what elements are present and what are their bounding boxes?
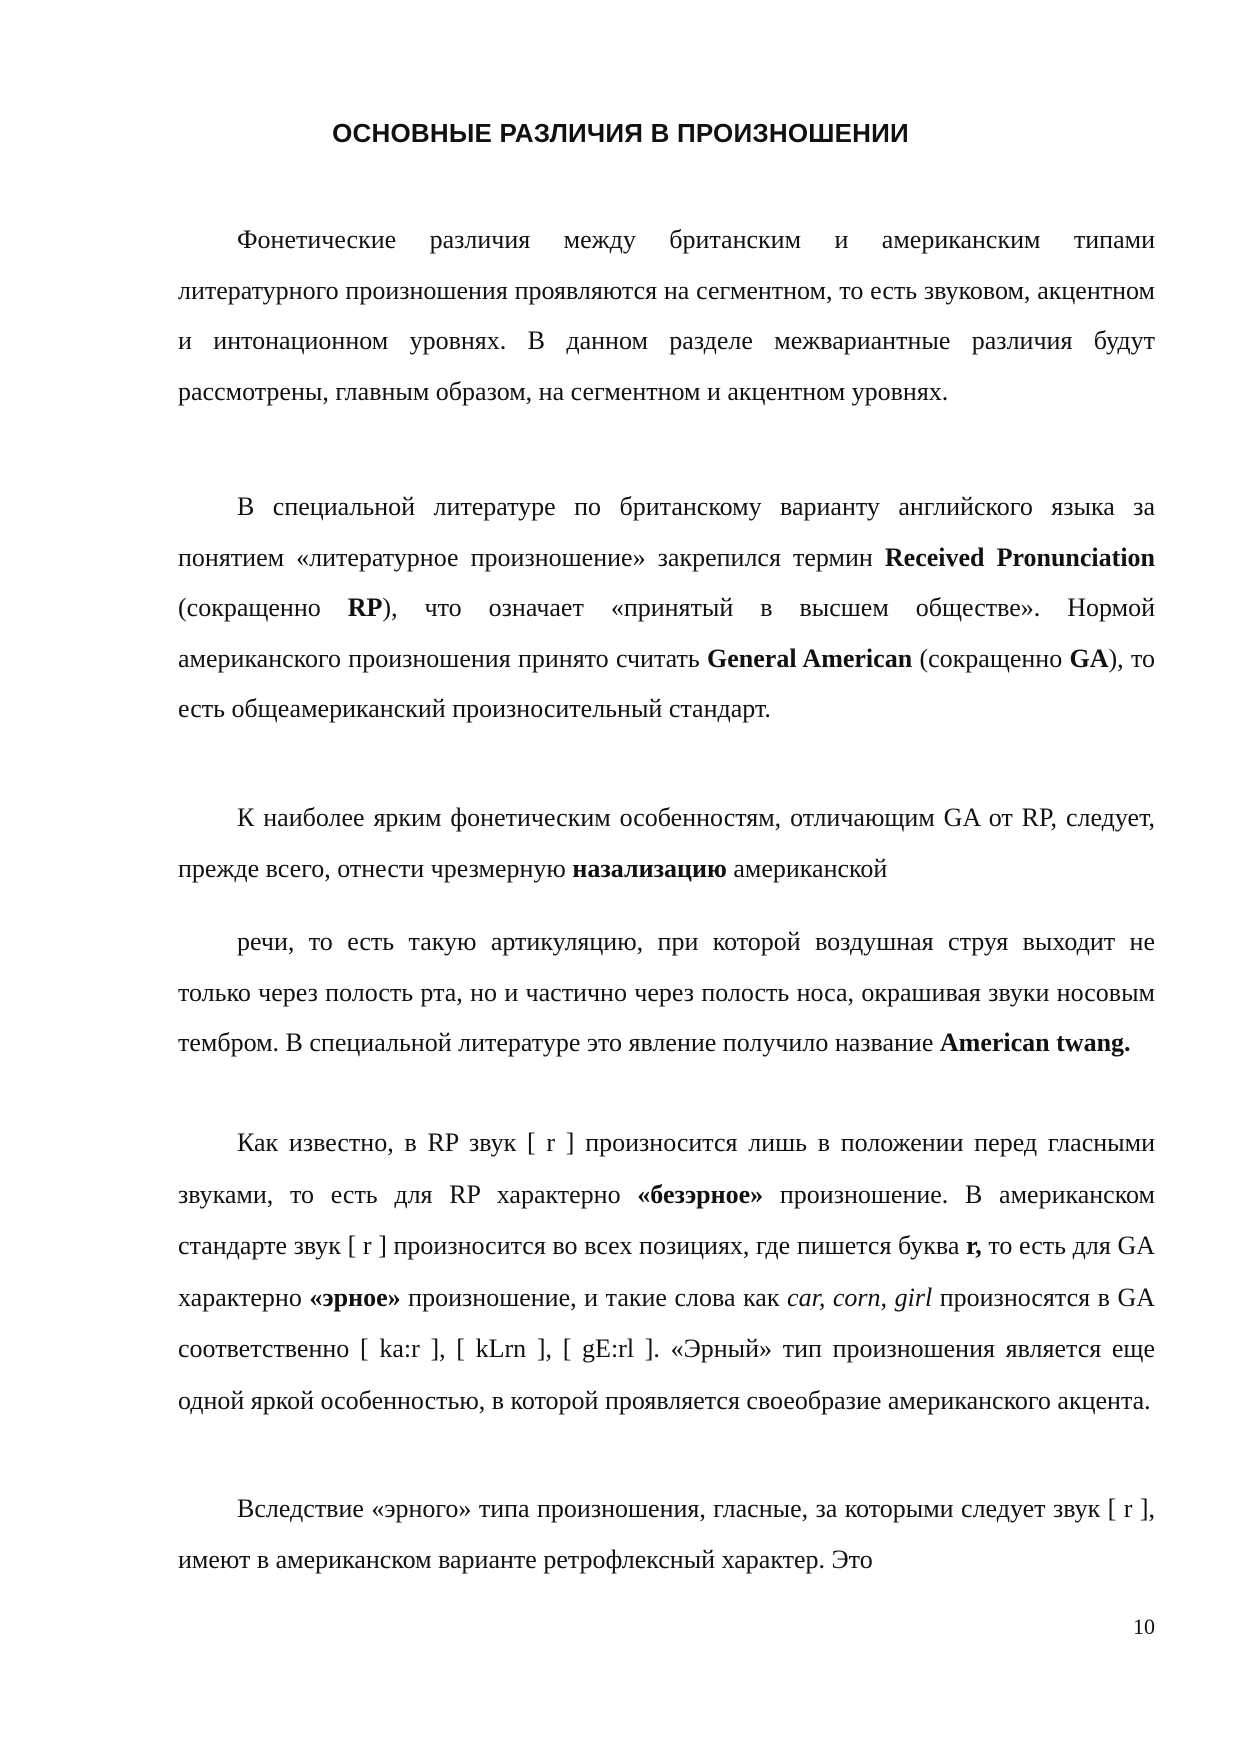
paragraph-4-text-1: речи, то есть такую артикуляцию, при которой воздушная струя выходит не только через полость рта, но и частично через полость носа, окрашивая звуки носовым тембром. В специальной литературе это явление получило название [178, 927, 1155, 1057]
paragraph-1-text: Фонетические различия между британским и американским типами литературного произношения проявляются на сегментном, то есть звуковом, акцентном и интонационном уровнях. В данном разделе межвариантные различия будут рассмотрены, главным образом, на сегментном и акцентном уровнях. [178, 225, 1155, 406]
paragraph-2-text-5: ), то есть общеамериканский произносительный стандарт. [178, 643, 1155, 723]
paragraph-3 [178, 793, 1155, 894]
page-title: ОСНОВНЫЕ РАЗЛИЧИЯ В ПРОИЗНОШЕНИИ [332, 118, 909, 148]
paragraph-5 [178, 1117, 1155, 1426]
term-american-twang: American twang. [939, 1028, 1131, 1057]
term-ga: GA [1069, 643, 1109, 673]
term-general-american: General American [707, 643, 913, 673]
term-rp: RP [347, 593, 383, 622]
paragraph-3-text-1: К наиболее ярким фонетическим особенностям, отличающим GA от RP, следует, прежде всего, отнести чрезмерную [178, 803, 1155, 883]
term-received-pronunciation: Received Pronunciation [884, 542, 1156, 572]
paragraph-2-text-4: (сокращенно [912, 643, 1070, 673]
paragraph-5-text-5: произносятся в GA соответственно [ ka:r ], [ kLrn ], [ gE:rl ]. «Эрный» тип произношения является еще одной яркой особенностью, в которой проявляется своеобразие американского акцента. [178, 1282, 1156, 1415]
page-number: 10 [1133, 1614, 1155, 1639]
paragraph-5-text-1: Как известно, в RP звук [ r ] произносится лишь в положении перед гласными звуками, то есть для RP характерно [178, 1128, 1155, 1209]
paragraph-5-text-2: произношение. В американском стандарте звук [ r ] произносится во всех позициях, где пишется буква [178, 1179, 1155, 1260]
paragraph-4 [178, 917, 1155, 1069]
term-non-rhotic: «безэрное» [637, 1179, 764, 1209]
term-letter-r: r, [966, 1231, 982, 1260]
paragraph-2-text-3: ), что означает «принятый в высшем обществе». Нормой американского произношения принято считать [178, 593, 1156, 673]
paragraph-6-text: Вследствие «эрного» типа произношения, гласные, за которыми следует звук [ r ], имеют в американском варианте ретрофлексный характер. Это [178, 1494, 1155, 1574]
paragraph-5-text-3: то есть для GA характерно [178, 1231, 1155, 1312]
example-words: car, corn, girl [787, 1282, 933, 1312]
paragraph-2-text-2: (сокращенно [178, 593, 348, 622]
paragraph-1 [178, 215, 1155, 417]
paragraph-3-text-2: американской [726, 853, 888, 883]
paragraph-6 [178, 1484, 1155, 1585]
paragraph-5-text-4: произношение, и такие слова как [400, 1282, 788, 1312]
term-nasalization: назализацию [572, 853, 727, 883]
paragraph-2 [178, 482, 1155, 735]
paragraph-2-text-1: В специальной литературе по британскому варианту английского языка за понятием «литературное произношение» закрепился термин [178, 492, 1155, 572]
term-rhotic: «эрное» [309, 1282, 401, 1312]
